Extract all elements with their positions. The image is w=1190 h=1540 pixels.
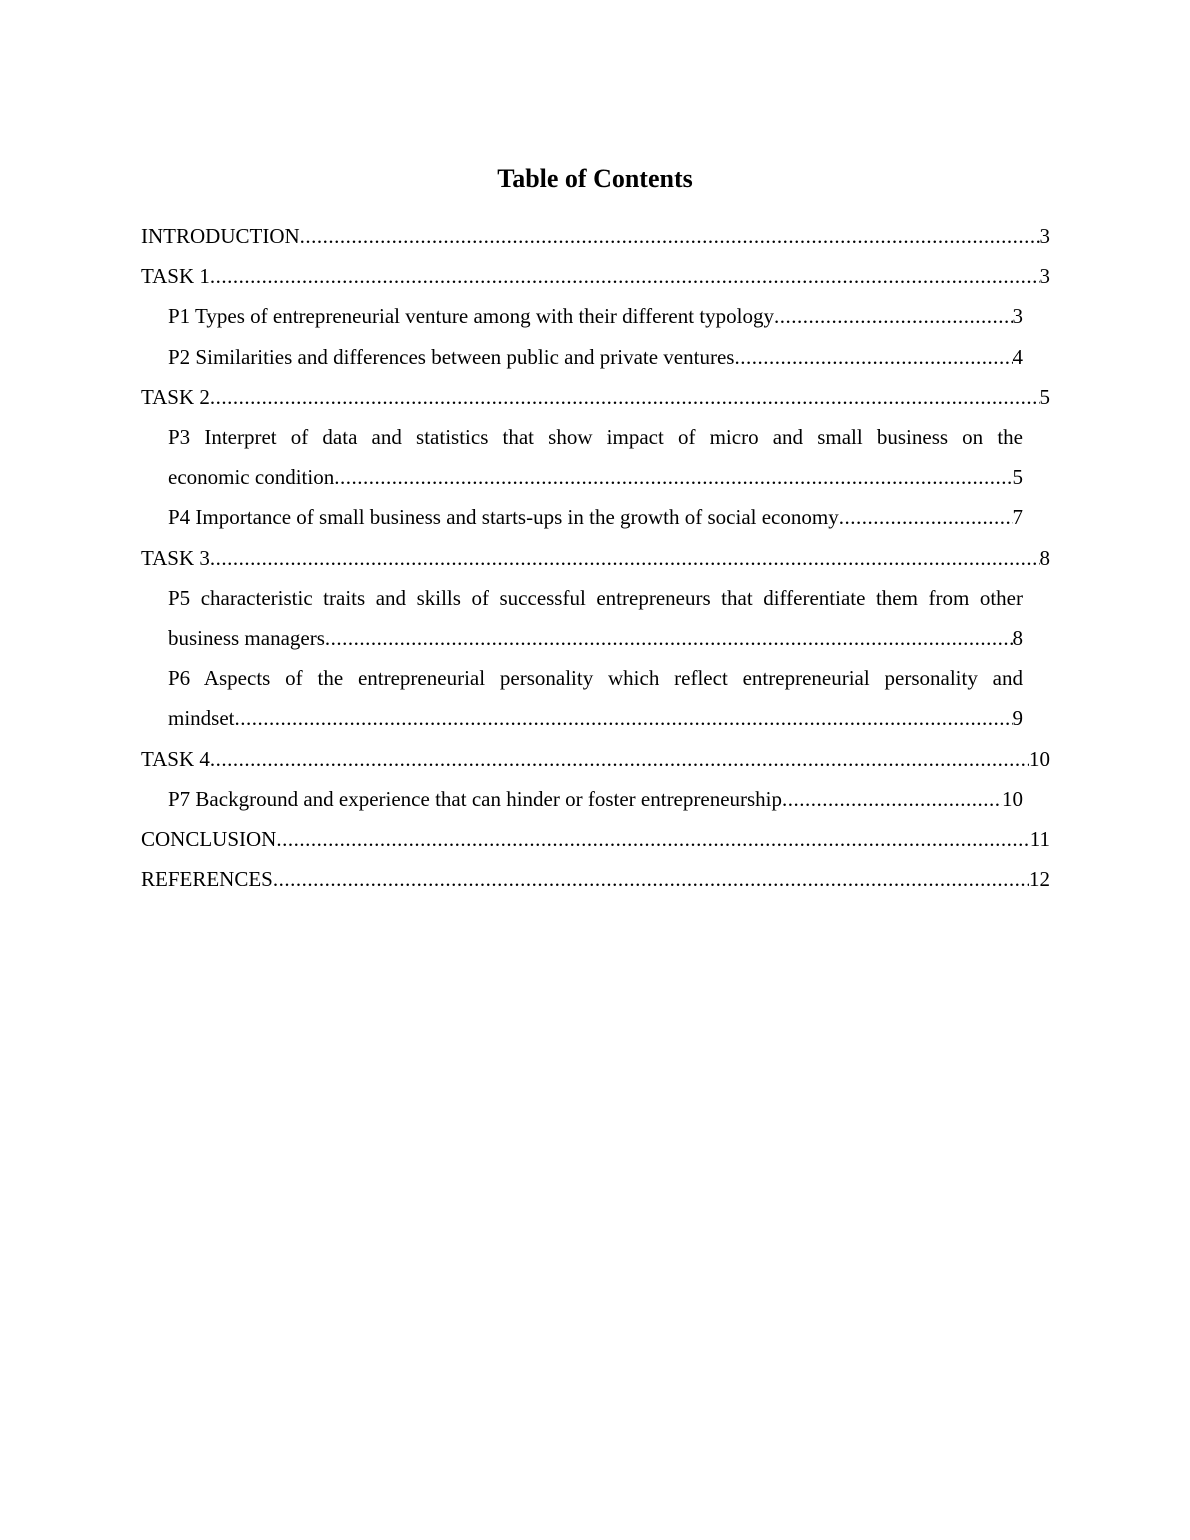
toc-entry-text-lead: P5 characteristic traits and skills of successful entrepreneurs that differentiate them from other — [168, 585, 1023, 610]
dot-leader — [839, 497, 1013, 537]
dot-leader — [325, 618, 1013, 658]
toc-subentry[interactable] — [168, 578, 1023, 658]
dot-leader — [334, 457, 1012, 497]
dot-leader — [782, 779, 1002, 819]
dot-leader — [774, 296, 1012, 336]
toc-page-number: 8 — [1039, 545, 1050, 570]
toc-entry-label: TASK 3 — [141, 545, 210, 570]
toc-entry[interactable] — [141, 538, 1050, 578]
toc-entry-label: REFERENCES — [141, 867, 273, 892]
toc-entry-label: P4 Importance of small business and starts-ups in the growth of social economy — [168, 505, 839, 530]
toc-page-number: 10 — [1002, 786, 1023, 811]
toc-entry-label: TASK 4 — [141, 746, 210, 771]
dot-leader — [300, 216, 1040, 256]
toc-list — [141, 216, 1050, 899]
toc-entry-label: CONCLUSION — [141, 827, 277, 852]
toc-entry-label: business managers — [168, 626, 325, 651]
toc-entry-label: economic condition — [168, 465, 335, 490]
toc-page-number: 5 — [1039, 384, 1050, 409]
dot-leader — [276, 819, 1029, 859]
toc-entry[interactable] — [141, 377, 1050, 417]
toc-page-number: 3 — [1012, 304, 1023, 329]
toc-page-number: 7 — [1012, 505, 1023, 530]
toc-entry-line — [141, 859, 1050, 899]
dot-leader — [210, 739, 1029, 779]
toc-entry[interactable] — [141, 216, 1050, 256]
toc-entry-line — [141, 377, 1050, 417]
toc-page-number: 3 — [1039, 224, 1050, 248]
toc-entry-label: TASK 2 — [141, 384, 210, 409]
toc-page-number: 10 — [1029, 746, 1050, 771]
toc-entry-line — [141, 256, 1050, 296]
dot-leader — [734, 337, 1012, 377]
toc-entry[interactable] — [141, 739, 1050, 779]
toc-entry-label: P2 Similarities and differences between public and private ventures — [168, 344, 735, 369]
toc-entry-line — [168, 296, 1023, 336]
dot-leader — [273, 859, 1029, 899]
toc-entry-text-lead: P3 Interpret of data and statistics that show impact of micro and small business on the — [168, 425, 1023, 450]
toc-entry-label: mindset — [168, 706, 235, 731]
toc-entry-line — [141, 739, 1050, 779]
toc-subentry[interactable] — [168, 658, 1023, 738]
toc-subentry[interactable] — [168, 417, 1023, 497]
toc-subentry[interactable] — [168, 779, 1023, 819]
toc-page-number: 9 — [1012, 706, 1023, 731]
toc-entry-label: P7 Background and experience that can hinder or foster entrepreneurship — [168, 786, 783, 811]
dot-leader — [210, 377, 1040, 417]
toc-entry[interactable] — [141, 256, 1050, 296]
toc-entry[interactable] — [141, 859, 1050, 899]
toc-subentry[interactable] — [168, 337, 1023, 377]
toc-entry-line — [168, 779, 1023, 819]
dot-leader — [235, 698, 1013, 738]
toc-entry-line — [168, 698, 1023, 738]
toc-entry[interactable] — [141, 819, 1050, 859]
toc-page-number: 8 — [1012, 626, 1023, 651]
toc-entry-line — [141, 538, 1050, 578]
toc-entry-line — [168, 618, 1023, 658]
toc-subentry[interactable] — [168, 296, 1023, 336]
toc-page-number: 4 — [1012, 344, 1023, 369]
toc-entry-line — [168, 497, 1023, 537]
toc-entry-line — [141, 216, 1050, 256]
toc-entry-label: TASK 1 — [141, 264, 210, 289]
dot-leader — [210, 256, 1040, 296]
toc-page-number: 11 — [1029, 827, 1050, 852]
toc-entry-line — [141, 819, 1050, 859]
toc-entry-text-lead: P6 Aspects of the entrepreneurial personality which reflect entrepreneurial personality and — [168, 666, 1023, 691]
toc-page-number: 5 — [1012, 465, 1023, 490]
toc-page-number: 12 — [1029, 867, 1050, 892]
toc-entry-label: INTRODUCTION — [141, 224, 300, 248]
toc-subentry[interactable] — [168, 497, 1023, 537]
toc-entry-line — [168, 337, 1023, 377]
toc-entry-line — [168, 457, 1023, 497]
toc-title: Table of Contents — [497, 164, 693, 193]
toc-page-number: 3 — [1039, 264, 1050, 289]
toc-entry-label: P1 Types of entrepreneurial venture among with their different typology — [168, 304, 775, 329]
dot-leader — [210, 538, 1040, 578]
